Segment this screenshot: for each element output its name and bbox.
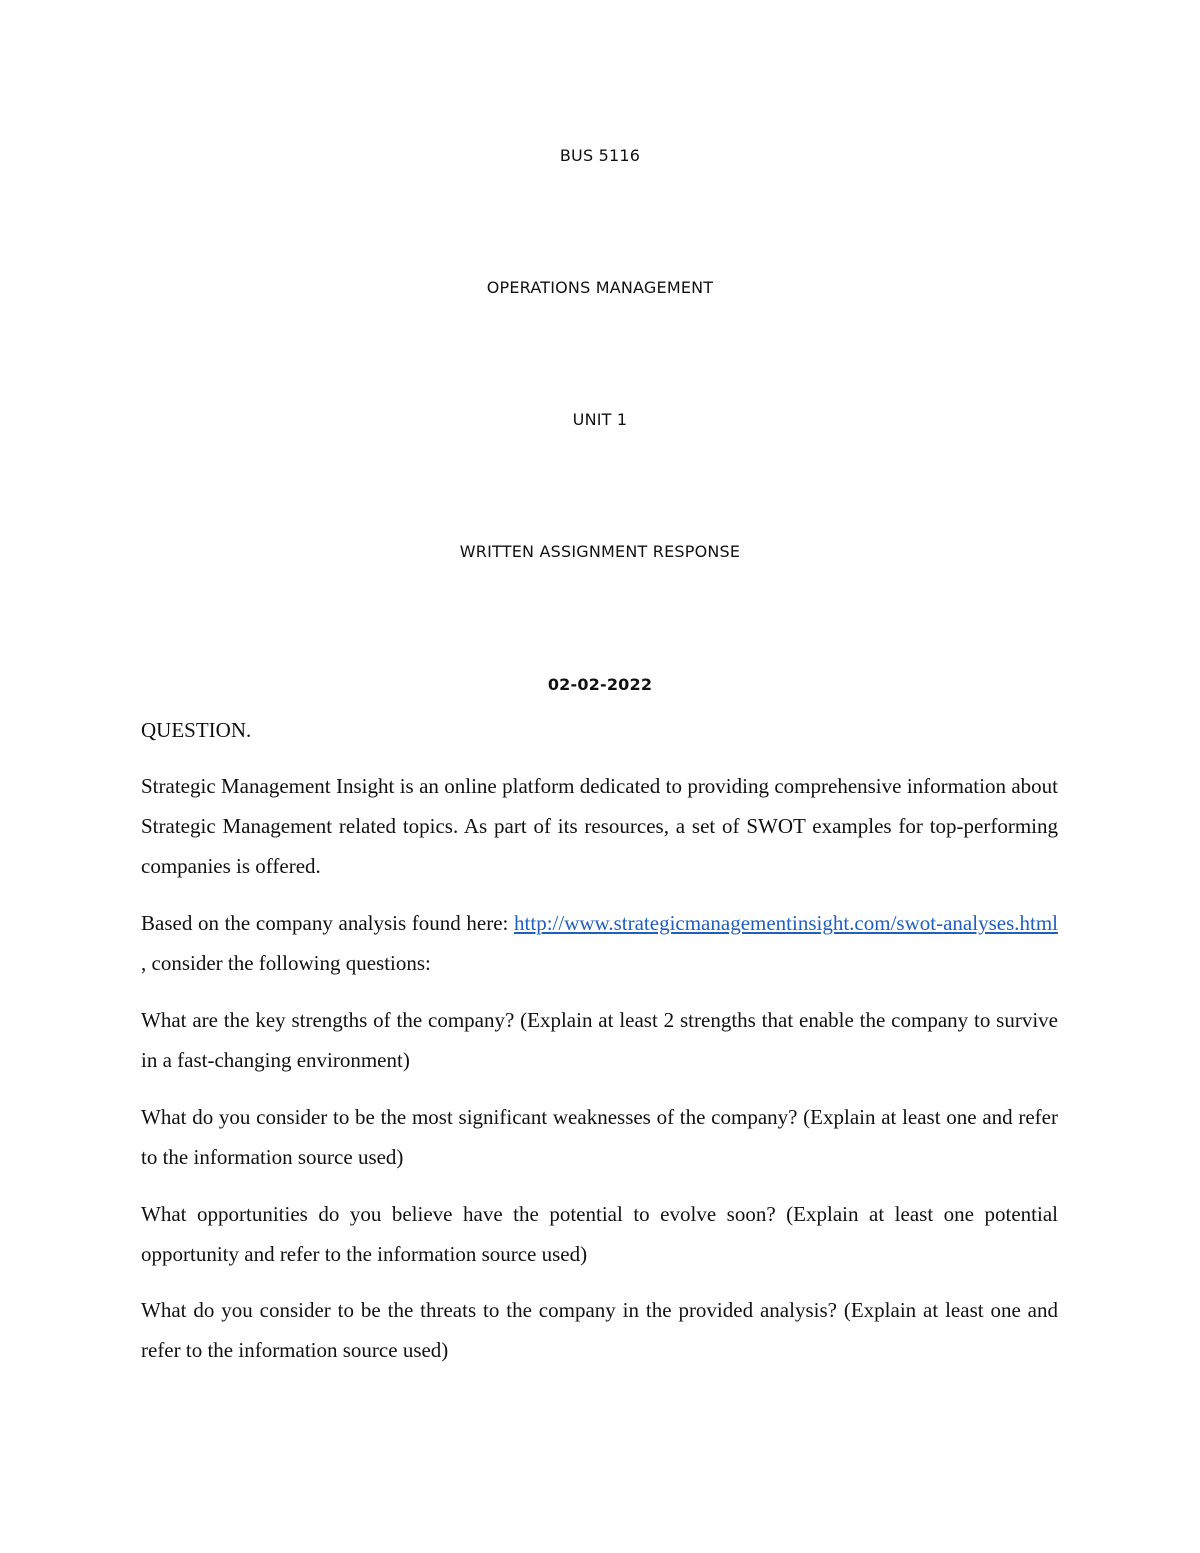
based-on-paragraph bbox=[141, 903, 1058, 983]
intro-block bbox=[141, 766, 1058, 886]
swot-link[interactable] bbox=[514, 911, 1058, 935]
intro-paragraph: Strategic Management Insight is an online platform dedicated to providing comprehensive information about Strategic Management related topics. As part of its resources, a set of SWOT examples for top-performing companies is offered. bbox=[141, 774, 1058, 878]
swot-link-part1: http://www.strategicmanagementinsight.com/swot- bbox=[514, 911, 944, 935]
course-code: BUS 5116 bbox=[559, 146, 641, 165]
question-heading-block bbox=[141, 710, 1058, 750]
assignment-title: WRITTEN ASSIGNMENT RESPONSE bbox=[459, 542, 741, 561]
weaknesses-block bbox=[141, 1097, 1058, 1177]
strengths-block bbox=[141, 1000, 1058, 1080]
course-title: OPERATIONS MANAGEMENT bbox=[486, 278, 714, 297]
question-opportunities: What opportunities do you believe have the potential to evolve soon? (Explain at least one potential opportunity and refer to the information source used) bbox=[141, 1202, 1058, 1266]
swot-link-part2: analyses.html bbox=[943, 911, 1058, 935]
threats-block bbox=[141, 1290, 1058, 1370]
unit-label: UNIT 1 bbox=[572, 410, 628, 429]
question-threats: What do you consider to be the threats to the company in the provided analysis? (Explain at least one and refer to the information source used) bbox=[141, 1298, 1058, 1362]
based-on-block bbox=[141, 903, 1058, 983]
based-on-suffix: , consider the following questions: bbox=[141, 951, 431, 975]
assignment-date: 02-02-2022 bbox=[547, 675, 653, 694]
question-strengths: What are the key strengths of the company? (Explain at least 2 strengths that enable the company to survive in a fast-changing environment) bbox=[141, 1008, 1058, 1072]
opportunities-block bbox=[141, 1194, 1058, 1274]
question-weaknesses: What do you consider to be the most significant weaknesses of the company? (Explain at least one and refer to the information source used) bbox=[141, 1105, 1058, 1169]
question-heading: QUESTION. bbox=[141, 718, 252, 742]
based-on-prefix: Based on the company analysis found here: bbox=[141, 911, 515, 935]
